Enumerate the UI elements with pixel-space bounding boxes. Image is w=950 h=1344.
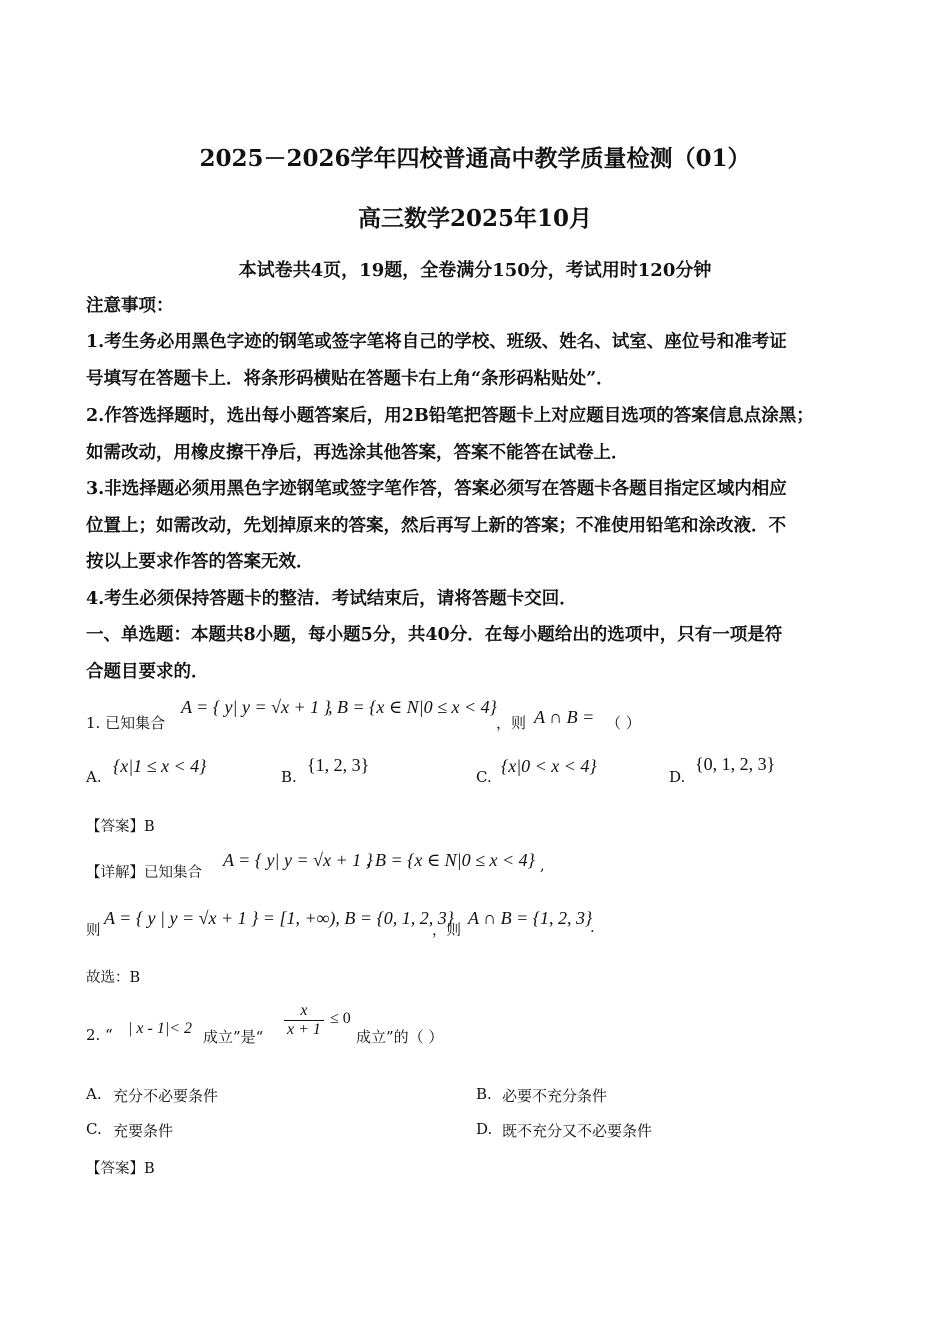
- q1-option-c-label: C.: [476, 768, 492, 786]
- q1-set-b: , B = {x ∈ N|0 ≤ x < 4}: [328, 697, 497, 717]
- q2-option-d-label: D.: [476, 1120, 493, 1138]
- exam-info: 本试卷共4页，19题，全卷满分150分，考试用时120分钟: [238, 260, 712, 281]
- q2-option-a-label: A.: [86, 1085, 102, 1103]
- q2-fraction-relation: ≤ 0: [330, 1010, 351, 1027]
- q1-option-d-label: D.: [669, 768, 686, 786]
- q2-option-d-value: 既不充分又不必要条件: [502, 1122, 653, 1140]
- notice-heading: 注意事项：: [86, 296, 174, 316]
- q1-conclusion: 故选：B: [86, 970, 141, 986]
- q1-option-c-value: {x|0 < x < 4}: [501, 756, 597, 776]
- q1-option-a-label: A.: [86, 768, 102, 786]
- q2-prefix: 2. “: [86, 1026, 113, 1044]
- q1-then-mid: ，则: [432, 923, 461, 939]
- q1-option-d-value: {0, 1, 2, 3}: [695, 754, 776, 774]
- q1-answer: 【答案】B: [86, 819, 155, 835]
- q2-option-a-value: 充分不必要条件: [113, 1087, 219, 1105]
- notice-line: 位置上；如需改动，先划掉原来的答案，然后再写上新的答案；不准使用铅笔和涂改液．不: [86, 516, 786, 536]
- q1-option-a-value: {x|1 ≤ x < 4}: [113, 756, 207, 776]
- q1-suffix: ，则: [496, 714, 527, 732]
- q2-option-b-label: B.: [476, 1085, 492, 1103]
- q1-option-b-value: {1, 2, 3}: [307, 755, 370, 775]
- notice-line: 按以上要求作答的答案无效．: [86, 552, 314, 572]
- q2-condition-1: | x - 1|< 2: [128, 1020, 193, 1037]
- notice-line: 3.非选择题必须用黑色字迹钢笔或签字笔作答，答案必须写在答题卡各题目指定区域内相应: [86, 479, 787, 499]
- q2-answer: 【答案】B: [86, 1161, 155, 1177]
- q1-detail-prefix: 【详解】已知集合: [86, 865, 202, 881]
- q1-detail-comma: ,: [540, 858, 545, 874]
- q1-prefix: 1. 已知集合: [86, 714, 166, 732]
- q1-then-result: A ∩ B = {1, 2, 3}: [468, 908, 593, 928]
- notice-line: 如需改动，用橡皮擦干净后，再选涂其他答案，答案不能答在试卷上．: [86, 443, 629, 463]
- q2-fraction-denominator: x + 1: [287, 1021, 321, 1038]
- q1-paren: （ ）: [606, 714, 641, 732]
- section-heading-line2: 合题目要求的．: [86, 662, 209, 682]
- q1-then-end: .: [590, 920, 595, 936]
- q2-fraction-numerator: x: [284, 1002, 324, 1021]
- notice-line: 号填写在答题卡上．将条形码横贴在答题卡右上角“条形码粘贴处”．: [86, 369, 614, 389]
- exam-subtitle: 高三数学2025年10月: [357, 205, 593, 232]
- q2-suffix: 成立”的（ ）: [356, 1028, 444, 1046]
- notice-line: 4.考生必须保持答题卡的整洁．考试结束后，请将答题卡交回．: [86, 589, 577, 609]
- q2-option-c-label: C.: [86, 1120, 102, 1138]
- q1-detail-set-b: , B = {x ∈ N|0 ≤ x < 4}: [366, 850, 535, 870]
- section-heading-line1: 一、单选题：本题共8小题，每小题5分，共40分．在每小题给出的选项中，只有一项是符: [86, 625, 783, 645]
- q2-fraction: [284, 1002, 324, 1039]
- q1-then-expression: A = { y | y = √x + 1 } = [1, +∞), B = {0, 1, 2, 3}: [104, 908, 454, 928]
- q1-detail-set-a: A = { y| y = √x + 1 }: [223, 850, 373, 870]
- notice-line: 1.考生务必用黑色字迹的钢笔或签字笔将自己的学校、班级、姓名、试室、座位号和准考证: [86, 332, 787, 352]
- q1-ask: A ∩ B =: [534, 707, 595, 727]
- q1-set-a: A = { y| y = √x + 1 }: [181, 697, 331, 717]
- exam-title: 2025－2026学年四校普通高中教学质量检测（01）: [199, 145, 751, 172]
- q1-option-b-label: B.: [281, 768, 297, 786]
- notice-line: 2.作答选择题时，选出每小题答案后，用2B铅笔把答题卡上对应题目选项的答案信息点涂黑；: [86, 406, 814, 426]
- q2-mid: 成立”是“: [203, 1028, 264, 1046]
- q2-option-c-value: 充要条件: [113, 1122, 174, 1140]
- q1-then-prefix: 则: [86, 923, 101, 939]
- q2-option-b-value: 必要不充分条件: [502, 1087, 608, 1105]
